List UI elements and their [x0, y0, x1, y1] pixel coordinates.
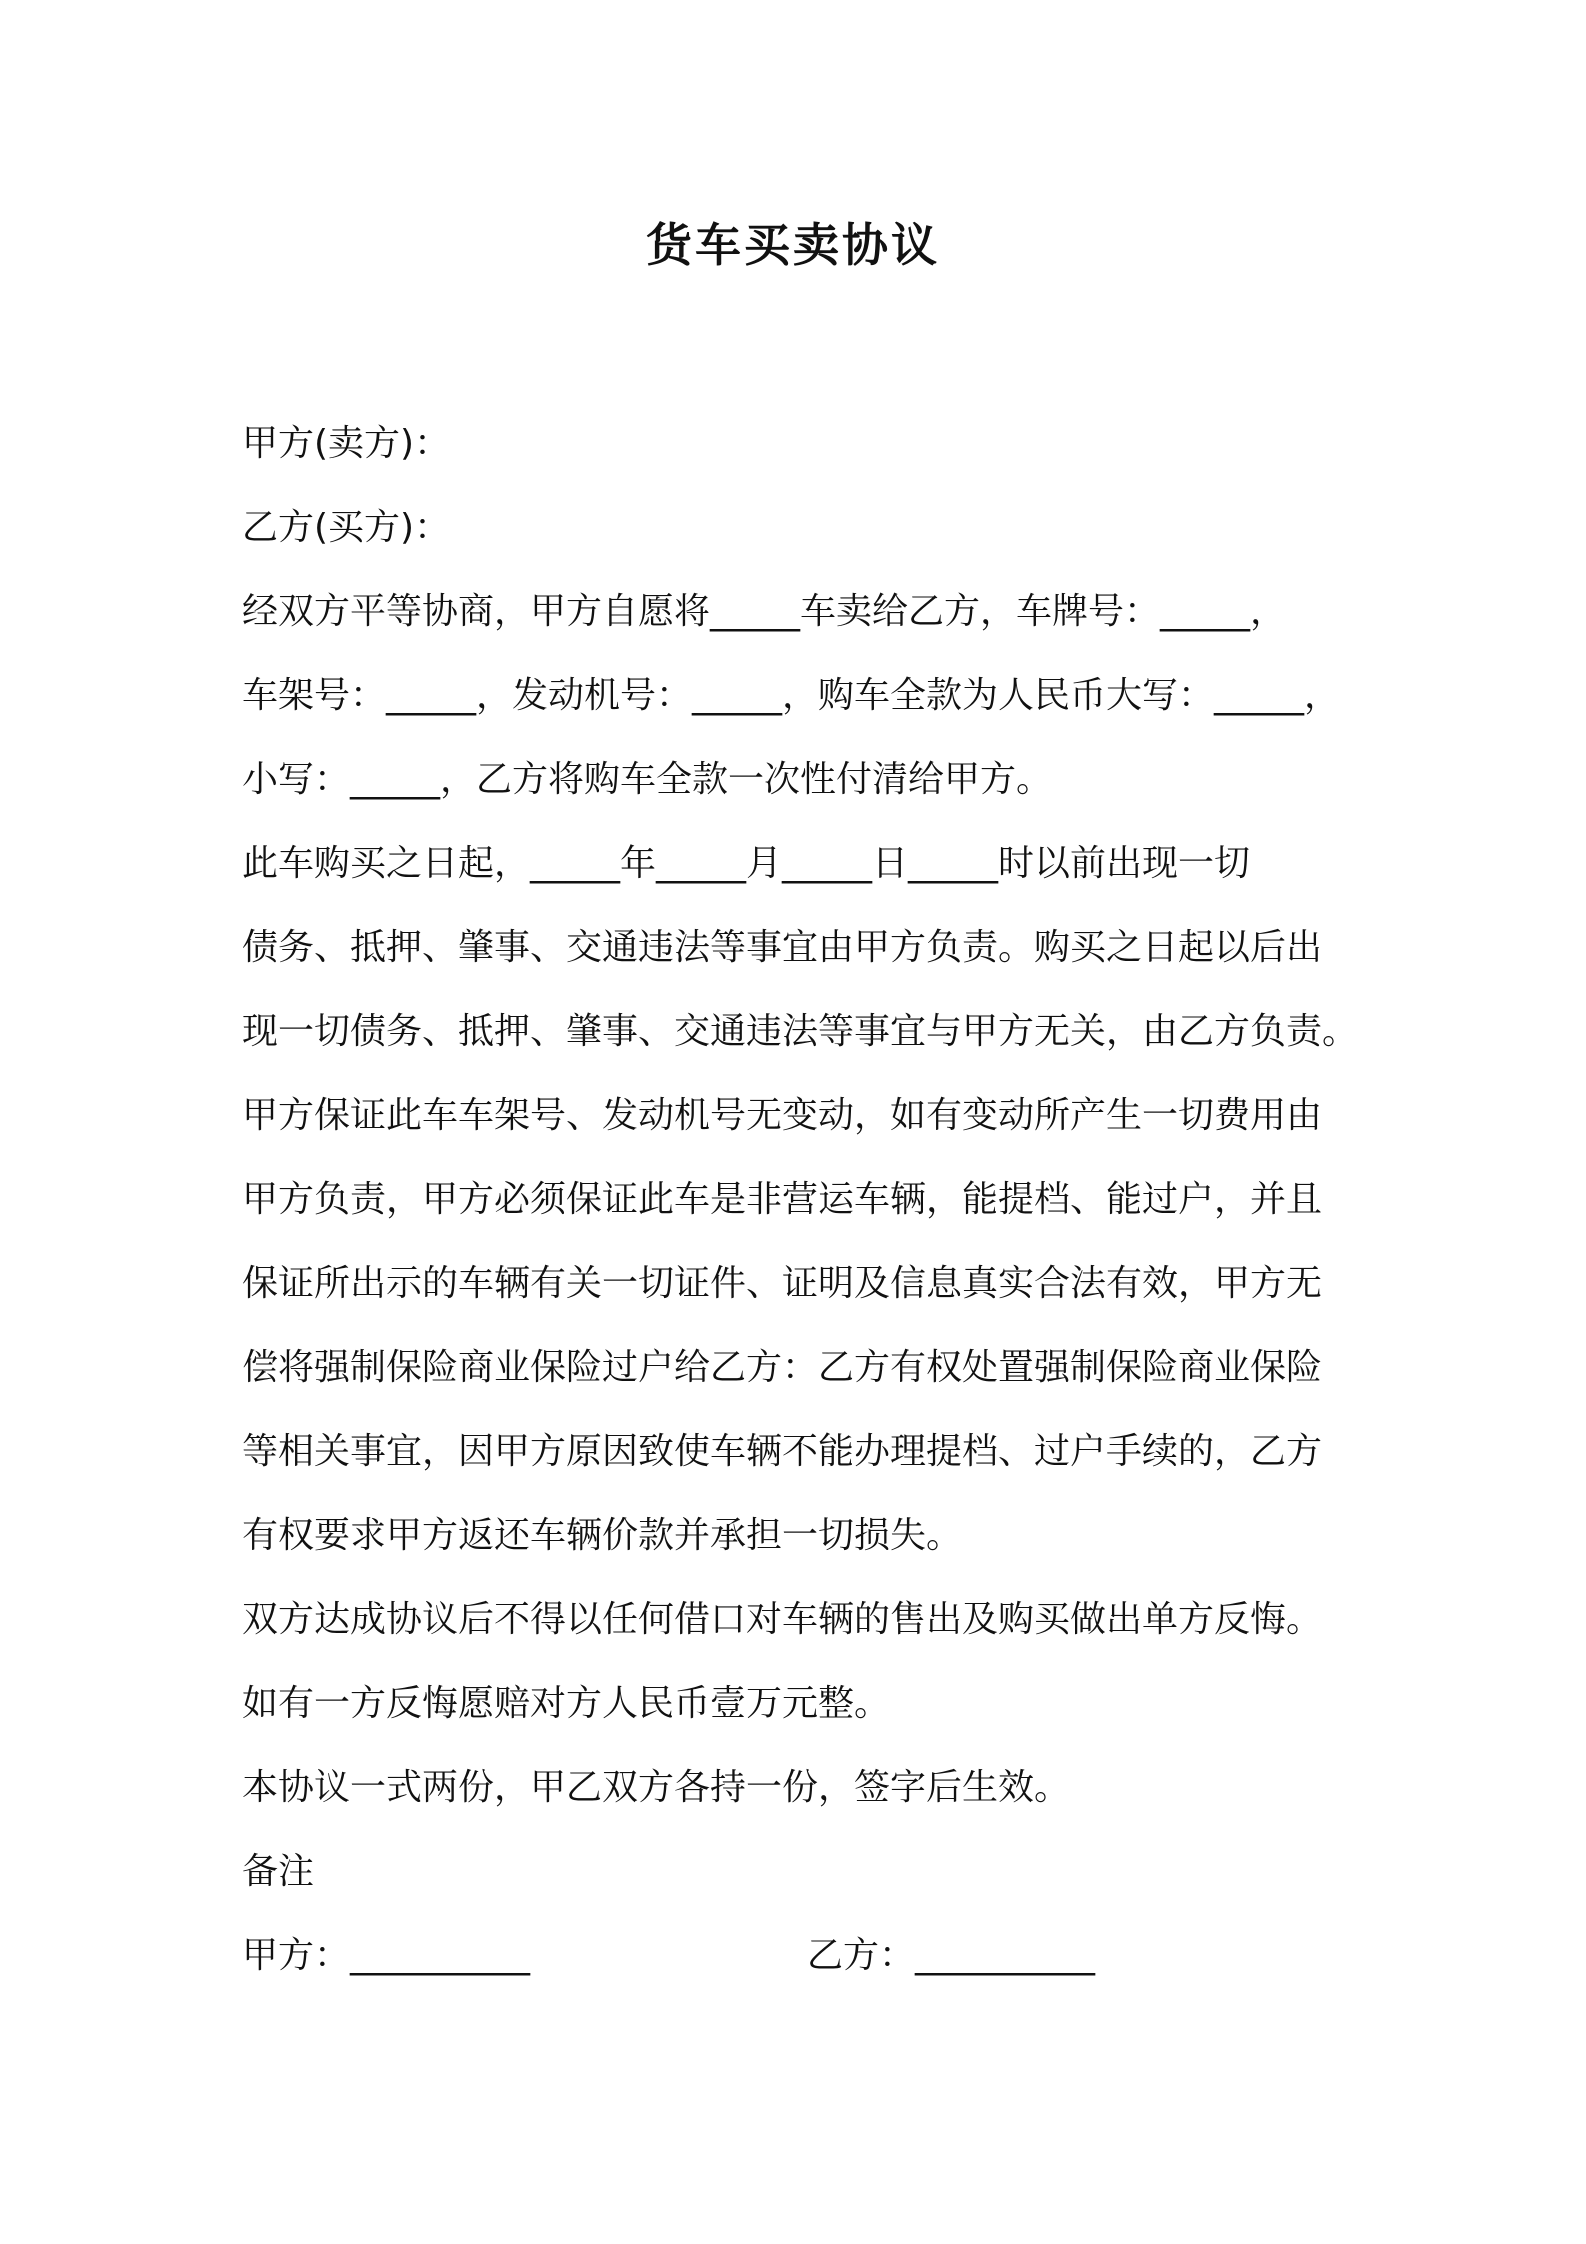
document-body — [242, 402, 1362, 1998]
document-title: 货车买卖协议 — [646, 218, 940, 272]
party-b-signature: 乙方：__________ — [807, 1935, 1096, 1976]
body-line: 有权要求甲方返还车辆价款并承担一切损失。 — [242, 1515, 963, 1556]
body-line: 甲方负责，甲方必须保证此车是非营运车辆，能提档、能过户，并且 — [242, 1179, 1323, 1220]
body-line: 小写：_____，乙方将购车全款一次性付清给甲方。 — [242, 759, 1053, 800]
body-line: 此车购买之日起，_____年_____月_____日_____时以前出现一切 — [242, 843, 1251, 884]
party-a-signature: 甲方：__________ — [242, 1935, 531, 1976]
body-line: 债务、抵押、肇事、交通违法等事宜由甲方负责。购买之日起以后出 — [242, 927, 1323, 968]
body-line: 本协议一式两份，甲乙双方各持一份，签字后生效。 — [242, 1767, 1071, 1808]
body-line: 双方达成协议后不得以任何借口对车辆的售出及购买做出单方反悔。 — [242, 1599, 1323, 1640]
body-line: 甲方保证此车车架号、发动机号无变动，如有变动所产生一切费用由 — [242, 1095, 1323, 1136]
party-b-line: 乙方(买方)： — [242, 507, 451, 548]
signature-row — [242, 1914, 1362, 1998]
body-line: 现一切债务、抵押、肇事、交通违法等事宜与甲方无关，由乙方负责。 — [242, 1011, 1359, 1052]
body-line: 保证所出示的车辆有关一切证件、证明及信息真实合法有效，甲方无 — [242, 1263, 1323, 1304]
remarks-label: 备注 — [242, 1851, 315, 1892]
body-line: 偿将强制保险商业保险过户给乙方：乙方有权处置强制保险商业保险 — [242, 1347, 1323, 1388]
body-line: 车架号：_____，发动机号：_____，购车全款为人民币大写：_____， — [242, 675, 1341, 716]
party-a-line: 甲方(卖方)： — [242, 423, 451, 464]
body-line: 经双方平等协商，甲方自愿将_____车卖给乙方，车牌号：_____， — [242, 591, 1287, 632]
body-line: 等相关事宜，因甲方原因致使车辆不能办理提档、过户手续的，乙方 — [242, 1431, 1323, 1472]
body-line: 如有一方反悔愿赔对方人民币壹万元整。 — [242, 1683, 891, 1724]
